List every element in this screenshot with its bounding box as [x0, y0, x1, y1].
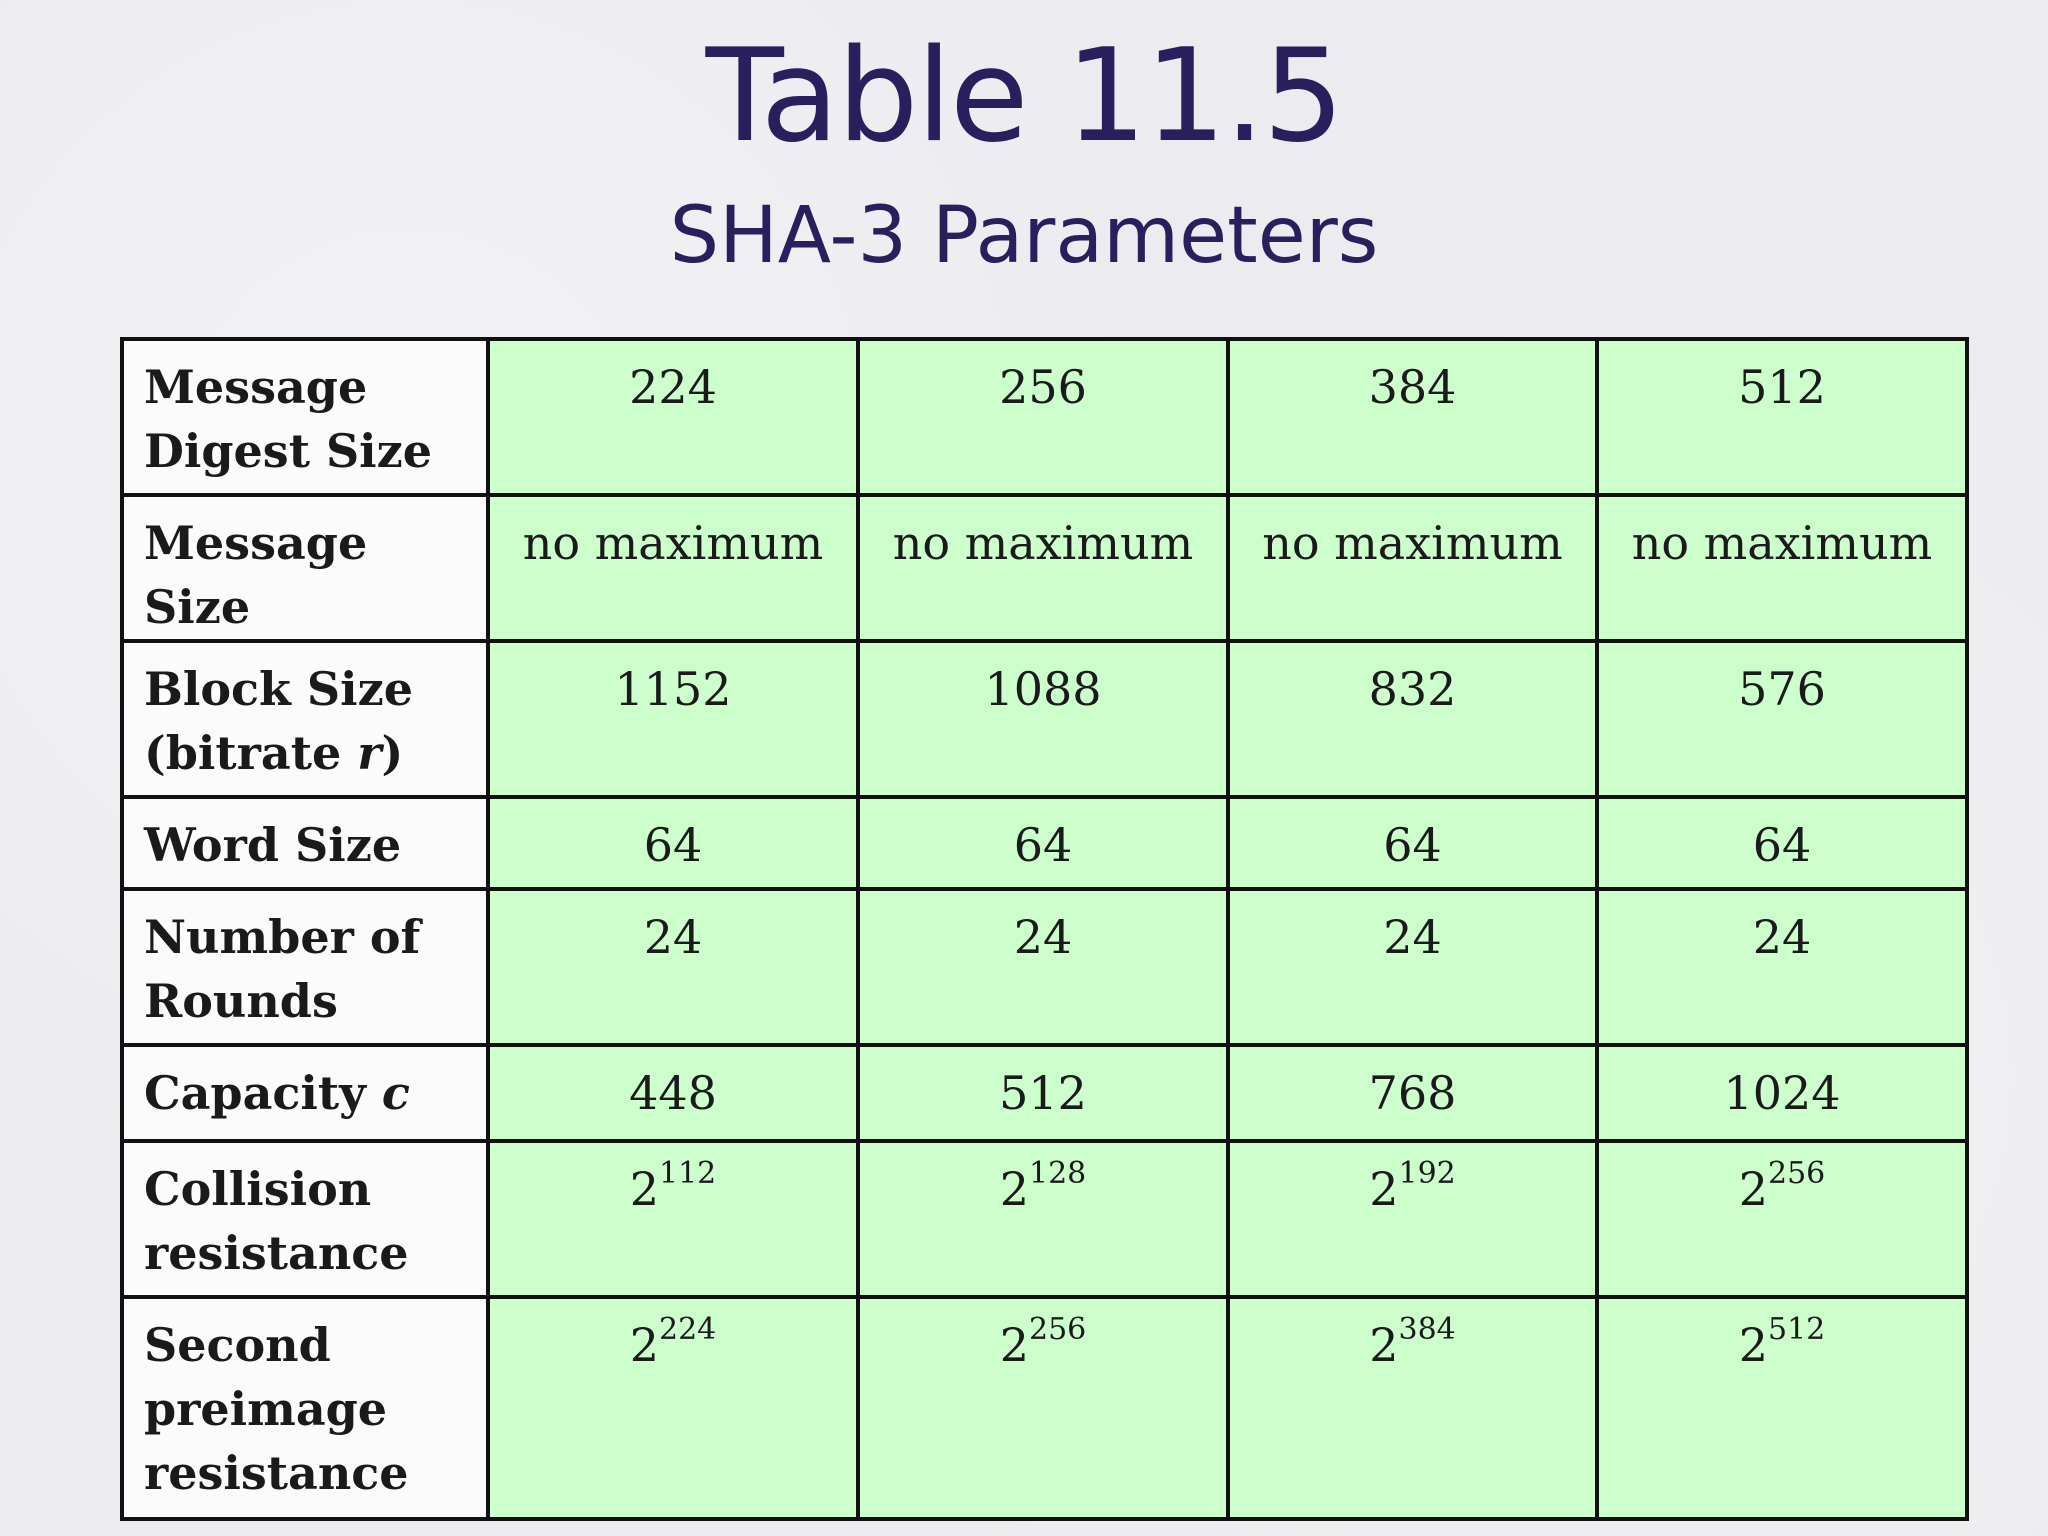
table-row-collision-resistance	[122, 1141, 1967, 1297]
table-cell: 832	[1228, 641, 1597, 797]
row-label: Word Size	[122, 797, 488, 889]
power-exponent: 192	[1398, 1155, 1456, 1191]
row-label	[122, 641, 488, 797]
power-base: 2	[629, 1162, 659, 1216]
row-label	[122, 1045, 488, 1141]
table-cell: 24	[488, 889, 858, 1045]
table-cell: 448	[488, 1045, 858, 1141]
table-cell: 384	[1228, 339, 1597, 495]
table-cell: 64	[488, 797, 858, 889]
power-exponent: 256	[1029, 1311, 1087, 1347]
power-base: 2	[999, 1318, 1029, 1372]
table-cell	[1597, 1297, 1967, 1519]
table-cell: 64	[1228, 797, 1597, 889]
power-base: 2	[629, 1318, 659, 1372]
row-label-symbol: r	[357, 726, 382, 780]
table-cell	[1228, 1297, 1597, 1519]
table-cell: 512	[1597, 339, 1967, 495]
power-exponent: 112	[659, 1155, 717, 1191]
table-cell	[488, 1141, 858, 1297]
power-exponent: 128	[1029, 1155, 1087, 1191]
table-row-second-preimage-resistance	[122, 1297, 1967, 1519]
power-base: 2	[1369, 1318, 1399, 1372]
table-cell: 24	[1597, 889, 1967, 1045]
table-row-block-size	[122, 641, 1967, 797]
table-cell: 256	[858, 339, 1228, 495]
slide-title: Table 11.5	[705, 22, 1343, 171]
table-cell: no maximum	[858, 495, 1228, 641]
table-row-capacity	[122, 1045, 1967, 1141]
table-cell: 1088	[858, 641, 1228, 797]
table-cell: 24	[858, 889, 1228, 1045]
row-label-text: Capacity	[144, 1066, 382, 1120]
table-cell	[488, 1297, 858, 1519]
table-cell	[1228, 1141, 1597, 1297]
table-cell: 24	[1228, 889, 1597, 1045]
row-label-symbol: c	[381, 1066, 410, 1120]
table-cell	[1597, 1141, 1967, 1297]
power-exponent: 384	[1398, 1311, 1456, 1347]
slide-subtitle: SHA-3 Parameters	[669, 191, 1379, 281]
row-label: Message Digest Size	[122, 339, 488, 495]
power-base: 2	[1369, 1162, 1399, 1216]
table-row-message-size	[122, 495, 1967, 641]
table-cell: 64	[1597, 797, 1967, 889]
table-cell: 1024	[1597, 1045, 1967, 1141]
table-row-number-of-rounds	[122, 889, 1967, 1045]
power-base: 2	[1738, 1318, 1768, 1372]
power-exponent: 256	[1768, 1155, 1826, 1191]
row-label-suffix: )	[381, 726, 404, 780]
table-cell: no maximum	[1597, 495, 1967, 641]
power-exponent: 512	[1768, 1311, 1826, 1347]
row-label: Message Size	[122, 495, 488, 641]
sha3-parameters-table	[120, 337, 1969, 1521]
row-label: Number of Rounds	[122, 889, 488, 1045]
table-cell: 64	[858, 797, 1228, 889]
power-exponent: 224	[659, 1311, 717, 1347]
table-cell: no maximum	[1228, 495, 1597, 641]
table-cell	[858, 1141, 1228, 1297]
table-cell: 512	[858, 1045, 1228, 1141]
row-label-text: Block Size (bitrate	[144, 662, 414, 780]
power-base: 2	[1738, 1162, 1768, 1216]
table-row-word-size	[122, 797, 1967, 889]
power-base: 2	[999, 1162, 1029, 1216]
table-cell: 768	[1228, 1045, 1597, 1141]
table-cell: 576	[1597, 641, 1967, 797]
table-row-message-digest-size	[122, 339, 1967, 495]
table-cell: no maximum	[488, 495, 858, 641]
row-label: Collision resistance	[122, 1141, 488, 1297]
table-cell	[858, 1297, 1228, 1519]
table-cell: 224	[488, 339, 858, 495]
table-cell: 1152	[488, 641, 858, 797]
row-label: Second preimage resistance	[122, 1297, 488, 1519]
